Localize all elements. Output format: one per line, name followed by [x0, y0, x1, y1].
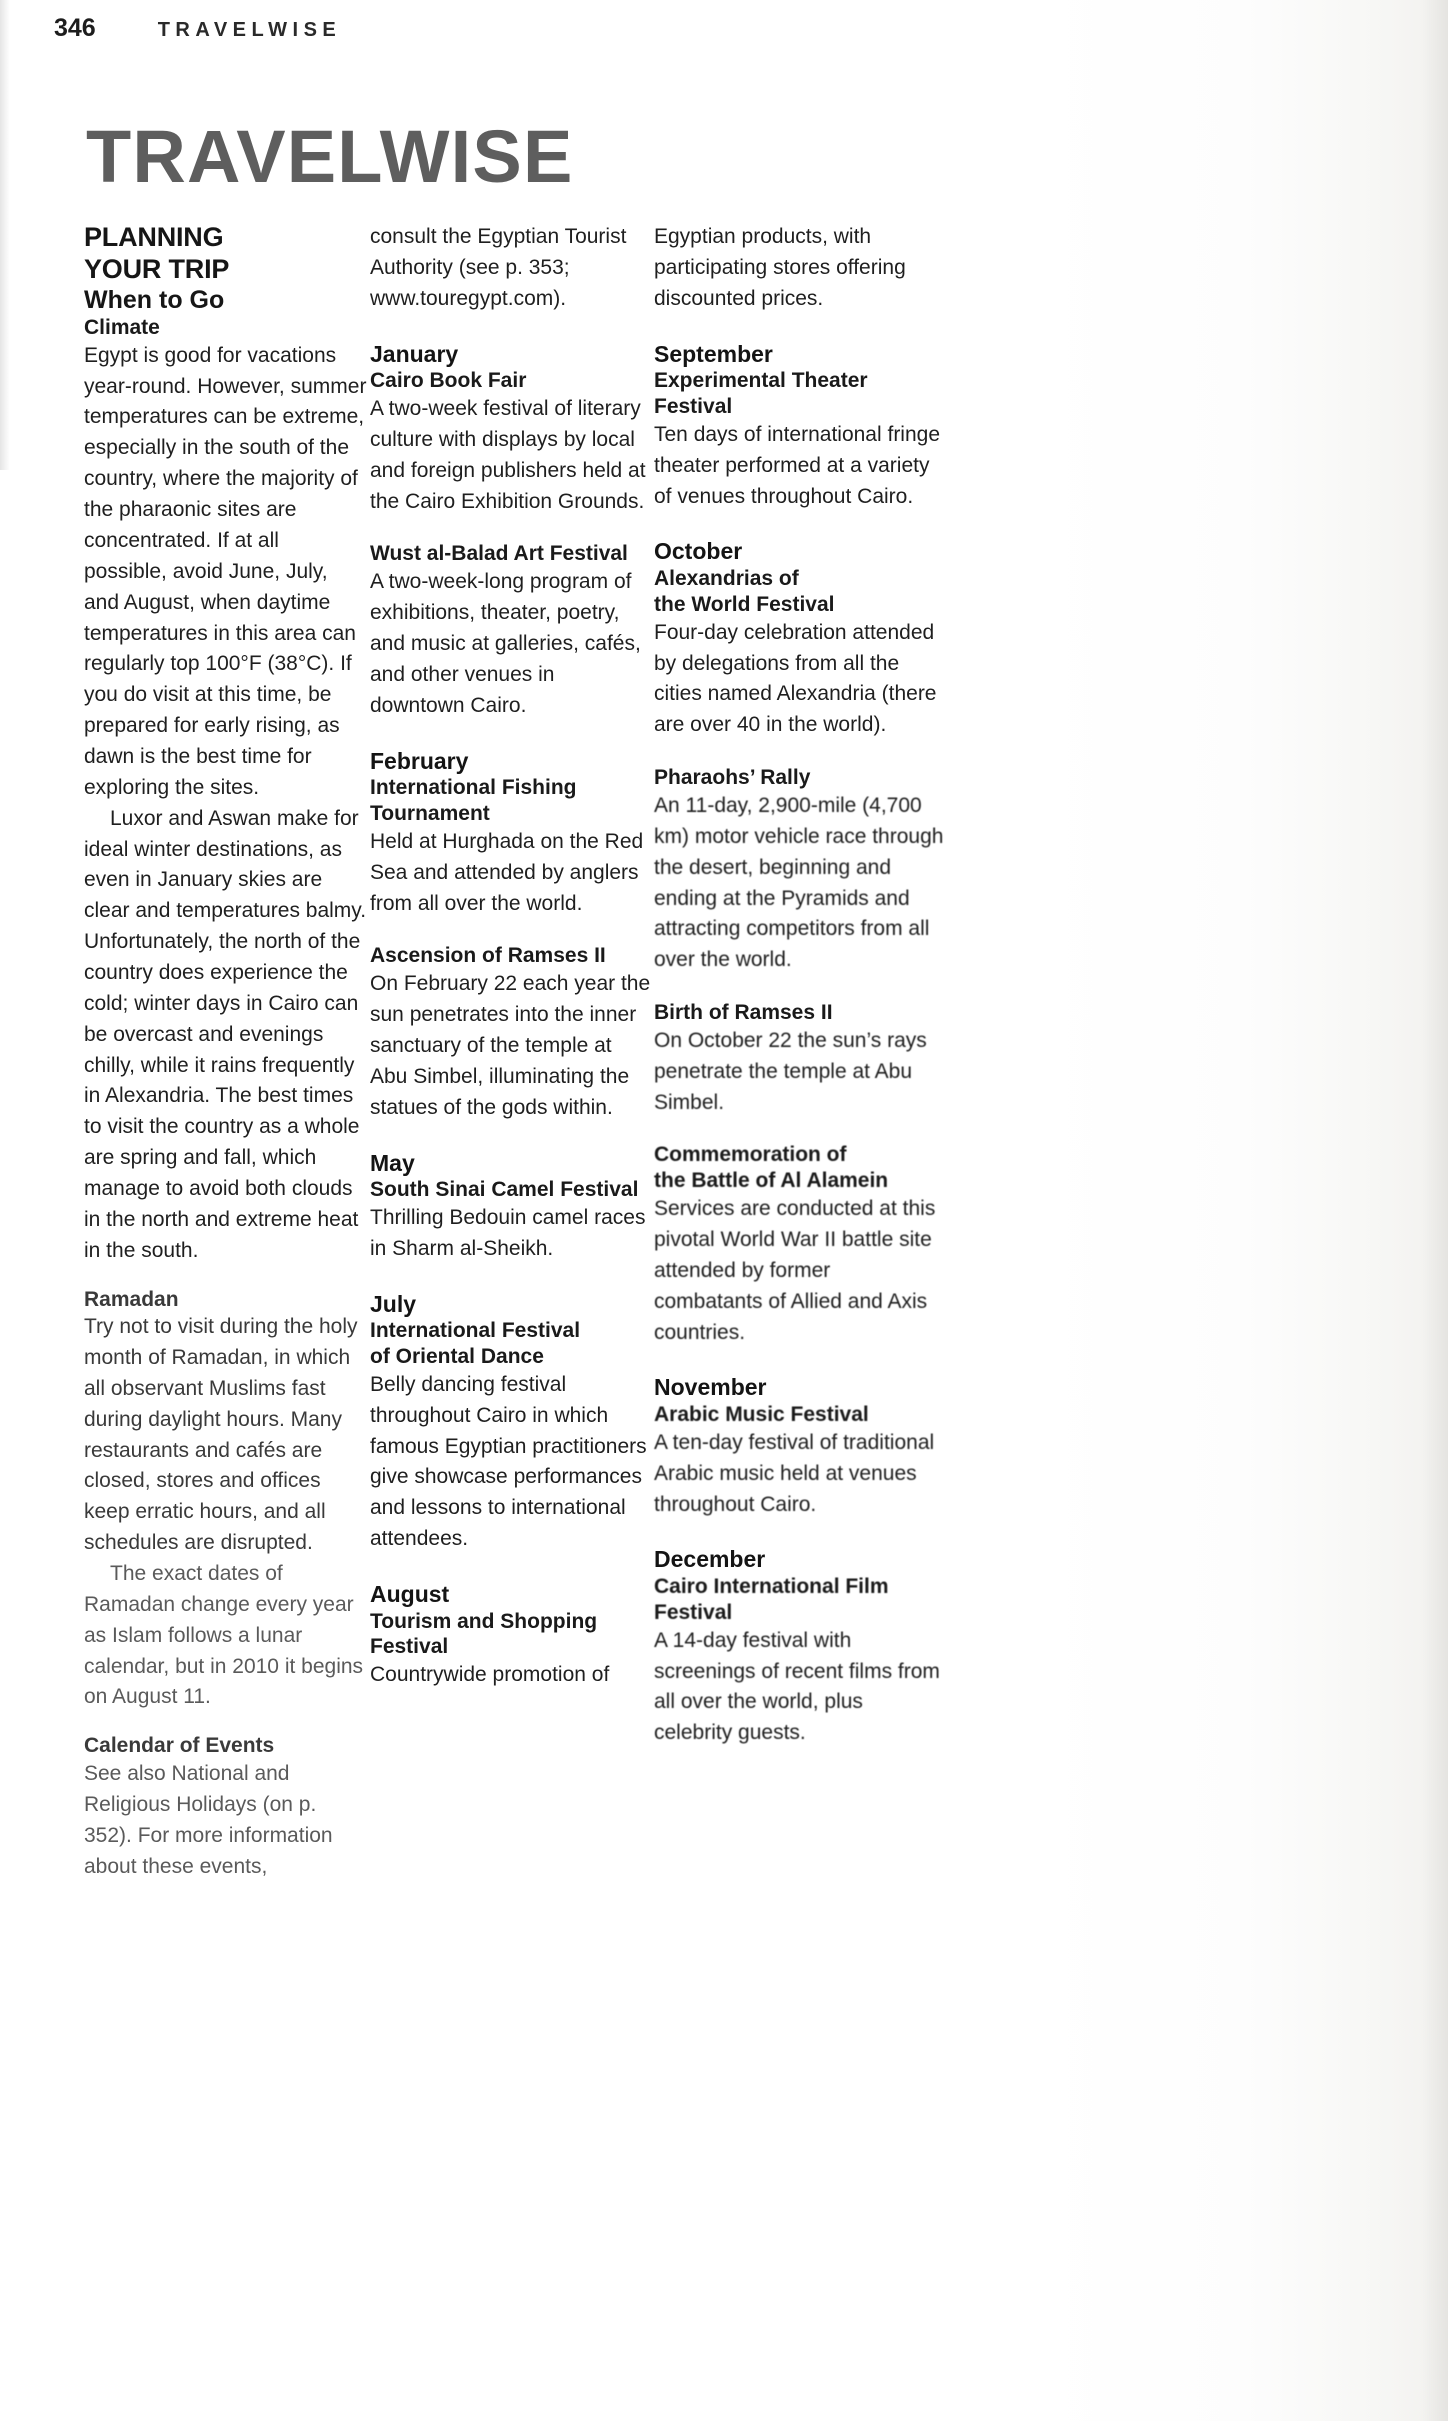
- event-alamein-line-1: Commemoration of: [654, 1143, 847, 1167]
- event-experimental-theater: Experimental Theater Festival: [654, 369, 868, 418]
- running-head-title: TRAVELWISE: [157, 19, 342, 41]
- month-july: July: [370, 1290, 417, 1317]
- planning-kicker-line-2: YOUR TRIP: [84, 253, 230, 284]
- event-alexandrias-line-1: Alexandrias of: [654, 567, 799, 590]
- three-column-body: [84, 222, 1374, 2402]
- event-alexandrias-line-2: the World Festival: [654, 592, 835, 616]
- event-al-alamein: [654, 1142, 944, 1194]
- month-january: January: [370, 340, 459, 367]
- climate-heading: Climate: [84, 316, 160, 340]
- event-oriental-dance: [370, 1318, 653, 1370]
- event-birth-of-ramses: Birth of Ramses II: [654, 1001, 833, 1025]
- event-tourism-shopping: Tourism and Shopping Festival: [370, 1609, 598, 1659]
- event-wust-al-balad: Wust al-Balad Art Festival: [370, 542, 628, 566]
- ramadan-heading: Ramadan: [84, 1287, 179, 1311]
- month-october: October: [654, 538, 743, 565]
- birth-of-ramses-body: On October 22 the sun’s rays penetrate the temple at Abu Simbel.: [654, 1028, 927, 1114]
- event-ascension-ramses: Ascension of Ramses II: [370, 944, 606, 968]
- planning-kicker-line-1: PLANNING: [84, 222, 224, 252]
- column-two: [370, 222, 653, 1691]
- camel-festival-body: Thrilling Bedouin camel races in Sharm al-Sheikh.: [370, 1205, 646, 1260]
- event-oriental-line-2: of Oriental Dance: [370, 1345, 544, 1369]
- month-september: September: [654, 340, 773, 367]
- event-camel-festival: South Sinai Camel Festival: [370, 1178, 639, 1202]
- event-fishing-line-2: Tournament: [370, 801, 490, 825]
- calendar-continuation: consult the Egyptian Tourist Authority (see p. 353; www.touregypt.com).: [370, 225, 627, 310]
- fishing-tournament-body: Held at Hurghada on the Red Sea and attended by anglers from all over the world.: [370, 829, 644, 915]
- event-fishing-line-1: International Fishing: [370, 776, 577, 800]
- event-oriental-line-1: International Festival: [370, 1319, 581, 1343]
- ascension-ramses-body: On February 22 each year the sun penetrates into the inner sanctuary of the temple at Abu Simbel, illuminating the statues of the gods within.: [370, 972, 651, 1119]
- alexandrias-body: Four-day celebration attended by delegations from all the cities named Alexandria (there are over 40 in the world).: [654, 620, 937, 737]
- event-fishing-tournament: [370, 775, 653, 827]
- month-november: November: [654, 1374, 767, 1401]
- planning-kicker: [84, 222, 367, 285]
- climate-paragraph-2: Luxor and Aswan make for ideal winter destinations, as even in January skies are clear and temperatures balmy. Unfortunately, the north of the country does experience the cold; winter days in Cairo can be overcast and evenings chilly, while it rains frequently in Alexandria. The best times to visit the country as a whole are spring and fall, which manage to avoid both clouds in the north and extreme heat in the south.: [84, 806, 367, 1262]
- climate-paragraph-1: Egypt is good for vacations year-round. However, summer temperatures can be extreme, especially in the south of the country, where the majority of the pharaonic sites are concentrated. If at all possible, avoid June, July, and August, when daytime temperatures in this area can regularly top 100°F (38°C). If you do visit at this time, be prepared for early rising, as dawn is the best time for exploring the sites.: [84, 343, 367, 799]
- event-film-line-1: Cairo International Film: [654, 1575, 889, 1599]
- month-december: December: [654, 1546, 766, 1573]
- oriental-dance-body: Belly dancing festival throughout Cairo in which famous Egyptian practitioners give showcase performances and lessons to international attendees.: [370, 1372, 647, 1551]
- running-head: [54, 14, 1394, 54]
- ramadan-paragraph-1: Try not to visit during the holy month of Ramadan, in which all observant Muslims fast during daylight hours. Many restaurants and cafés are closed, stores and offices keep erratic hours, and all schedules are disrupted.: [84, 1315, 358, 1555]
- cairo-book-fair-body: A two-week festival of literary culture with displays by local and foreign publishers held at the Cairo Exhibition Grounds.: [370, 397, 646, 513]
- month-february: February: [370, 747, 469, 774]
- tourism-shopping-body: Countrywide promotion of: [370, 1663, 610, 1687]
- ramadan-paragraph-2: The exact dates of Ramadan change every year as Islam follows a lunar calendar, but in 2010 it begins on August 11.: [84, 1562, 364, 1709]
- pharaohs-rally-body: An 11-day, 2,900-mile (4,700 km) motor vehicle race through the desert, beginning and ending at the Pyramids and attracting competitors from all over the world.: [654, 793, 944, 972]
- event-cairo-film-festival: [654, 1574, 944, 1626]
- al-alamein-body: Services are conducted at this pivotal World War II battle site attended by former combatants of Allied and Axis countries.: [654, 1197, 936, 1344]
- column-three: [654, 222, 944, 1749]
- page-number: 346: [54, 14, 96, 42]
- experimental-theater-body: Ten days of international fringe theater performed at a variety of venues throughout Cairo.: [654, 422, 941, 508]
- month-august: August: [370, 1581, 450, 1608]
- calendar-of-events-heading: Calendar of Events: [84, 1734, 275, 1758]
- column-one: [84, 222, 367, 1882]
- event-alexandrias-of-the-world: [654, 566, 944, 618]
- month-may: May: [370, 1149, 415, 1176]
- tourism-continuation: Egyptian products, with participating stores offering discounted prices.: [654, 225, 906, 310]
- arabic-music-body: A ten-day festival of traditional Arabic music held at venues throughout Cairo.: [654, 1430, 935, 1516]
- when-to-go-subhead: When to Go: [84, 286, 225, 315]
- wust-al-balad-body: A two-week-long program of exhibitions, theater, poetry, and music at galleries, cafés, and other venues in downtown Cairo.: [370, 570, 641, 717]
- event-arabic-music: Arabic Music Festival: [654, 1403, 869, 1427]
- section-title: TRAVELWISE: [86, 115, 574, 198]
- event-alamein-line-2: the Battle of Al Alamein: [654, 1169, 889, 1193]
- event-cairo-book-fair: Cairo Book Fair: [370, 369, 527, 393]
- cairo-film-festival-body: A 14-day festival with screenings of recent films from all over the world, plus celebrity guests.: [654, 1628, 940, 1745]
- calendar-paragraph: See also National and Religious Holidays (on p. 352). For more information about these events,: [84, 1761, 333, 1878]
- event-film-line-2: Festival: [654, 1600, 733, 1624]
- event-pharaohs-rally: Pharaohs’ Rally: [654, 766, 811, 790]
